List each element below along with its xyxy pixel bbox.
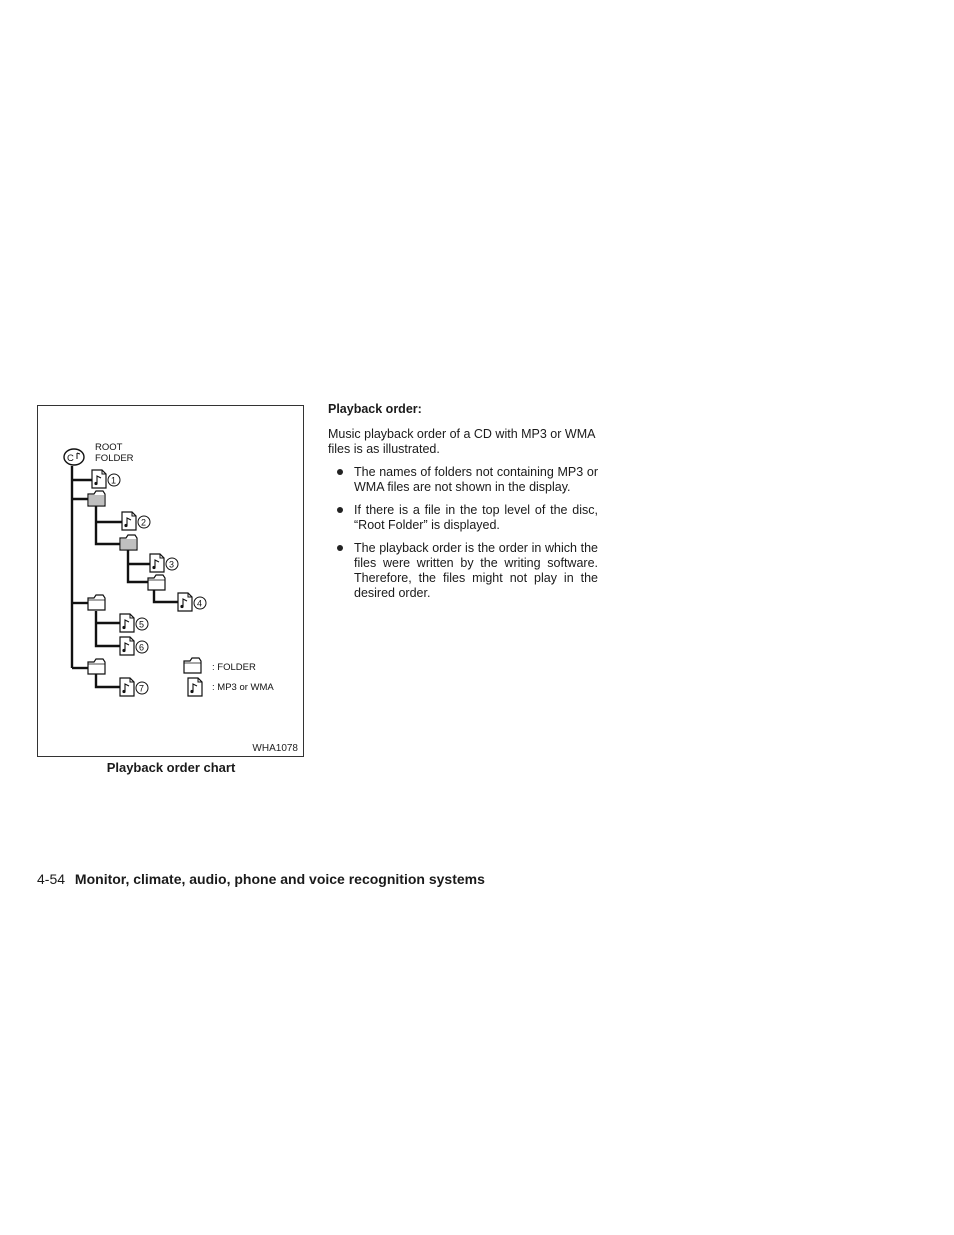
playback-order-figure bbox=[37, 405, 304, 757]
figure-code: WHA1078 bbox=[252, 743, 298, 754]
page-number: 4-54 bbox=[37, 871, 66, 887]
file-number-1: 1 bbox=[111, 475, 117, 486]
music-file-icon bbox=[178, 593, 192, 611]
music-file-icon bbox=[150, 554, 164, 572]
intro-paragraph: Music playback order of a CD with MP3 or WMA files is as illustrated. bbox=[328, 427, 595, 456]
root-folder-icon bbox=[64, 449, 84, 465]
page-footer bbox=[37, 871, 485, 887]
folder-icon bbox=[88, 491, 105, 506]
root-label-line2: FOLDER bbox=[95, 453, 134, 464]
legend-music-file-icon bbox=[188, 678, 202, 696]
bullet-text: The names of folders not containing MP3 or WMA files are not shown in the display. bbox=[354, 465, 598, 494]
list-item bbox=[328, 465, 598, 495]
section-title: Monitor, climate, audio, phone and voice recognition systems bbox=[74, 871, 485, 887]
folder-icon bbox=[120, 535, 137, 550]
file-number-5: 5 bbox=[139, 619, 145, 630]
bullet-list bbox=[328, 465, 598, 601]
file-number-7: 7 bbox=[139, 683, 145, 694]
folder-icon bbox=[148, 575, 165, 590]
svg-text:C: C bbox=[67, 453, 74, 464]
legend-folder-label: : FOLDER bbox=[212, 662, 256, 673]
bullet-icon bbox=[337, 469, 343, 475]
folder-icon bbox=[88, 659, 105, 674]
root-label-line1: ROOT bbox=[95, 442, 123, 453]
list-item bbox=[328, 541, 598, 601]
legend-file-label: : MP3 or WMA bbox=[212, 682, 274, 693]
music-file-icon bbox=[120, 678, 134, 696]
file-number-3: 3 bbox=[169, 559, 175, 570]
legend-folder-icon bbox=[184, 658, 201, 673]
music-file-icon bbox=[120, 637, 134, 655]
figure-caption: Playback order chart bbox=[106, 760, 236, 775]
text-column bbox=[328, 402, 598, 609]
music-file-icon bbox=[120, 614, 134, 632]
playback-order-tree-diagram bbox=[38, 406, 305, 758]
file-number-6: 6 bbox=[139, 642, 145, 653]
file-number-2: 2 bbox=[141, 517, 147, 528]
file-number-4: 4 bbox=[197, 598, 203, 609]
bullet-icon bbox=[337, 545, 343, 551]
bullet-text: If there is a file in the top level of the disc, “Root Folder” is displayed. bbox=[354, 503, 598, 532]
section-heading: Playback order: bbox=[328, 402, 422, 416]
folder-icon bbox=[88, 595, 105, 610]
music-file-icon bbox=[122, 512, 136, 530]
bullet-icon bbox=[337, 507, 343, 513]
bullet-text: The playback order is the order in which the files were written by the writing software. Therefore, the files might not play in the desired order. bbox=[354, 541, 598, 600]
music-file-icon bbox=[92, 470, 106, 488]
list-item bbox=[328, 503, 598, 533]
